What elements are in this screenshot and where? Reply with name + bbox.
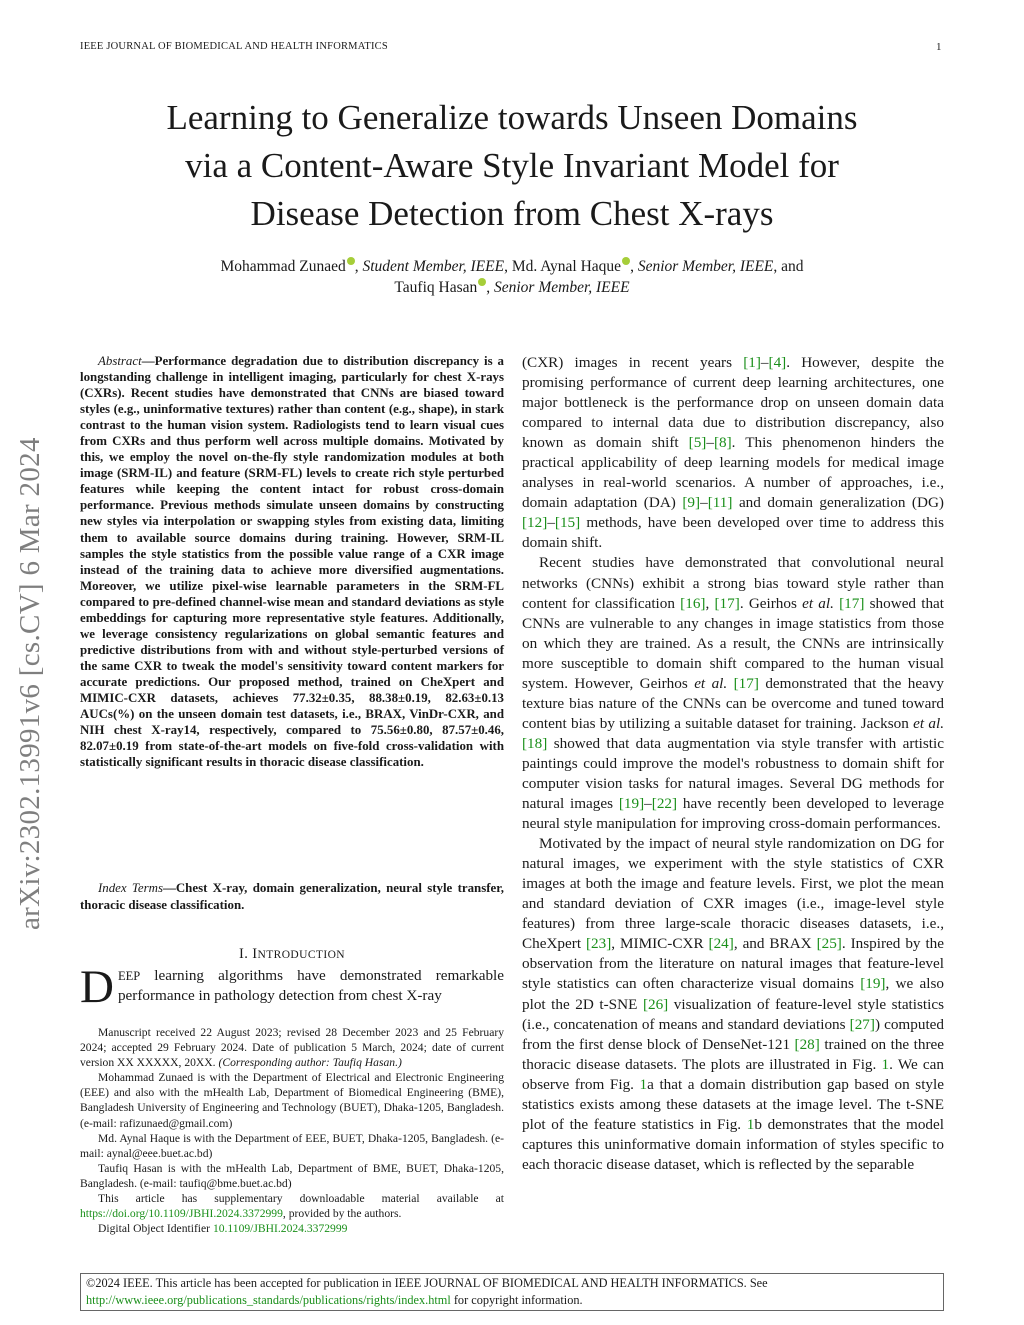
index-terms [80, 880, 504, 913]
intro-paragraph: DEEP learning algorithms have demonstrated remarkable performance in pathology detection from chest X-ray [80, 961, 504, 1013]
right-column-text [522, 353, 944, 1175]
citation-link[interactable]: [11] [707, 494, 733, 512]
citation-link[interactable]: [24] [708, 935, 734, 953]
section-heading: I. INTRODUCTION [239, 946, 345, 962]
arxiv-stamp: arXiv:2302.13991v6 [cs.CV] 6 Mar 2024 [14, 437, 46, 930]
footnote: Md. Aynal Haque is with the Department of EEE, BUET, Dhaka-1205, Bangladesh. (e-mail: aynal@eee.buet.ac.bd) [80, 1131, 504, 1160]
copyright-notice: ©2024 IEEE. This article has been accepted for publication in IEEE JOURNAL OF BIOMEDICAL AND HEALTH INFORMATICS. See http://www.ieee.org/publications_standards/publications/rights/index.html for copyright information. [80, 1273, 944, 1311]
author-and: and [781, 258, 804, 275]
footnote: Manuscript received 22 August 2023; revised 28 December 2023 and 25 February 2024; accepted 29 February 2024. Date of publication 5 March, 2024; date of current version XX XXXXX, 20XX. (Corresponding author: Taufiq Hasan.) [80, 1026, 504, 1070]
author-role: Student Member, IEEE [362, 258, 505, 275]
doi-link[interactable]: 10.1109/JBHI.2024.3372999 [212, 1222, 348, 1236]
abstract-label: Abstract [98, 354, 142, 368]
author-role: Senior Member, IEEE [494, 279, 630, 296]
orcid-icon[interactable] [347, 257, 355, 265]
abstract [80, 353, 504, 770]
author-name: Taufiq Hasan [394, 279, 478, 296]
footnote: Taufiq Hasan is with the mHealth Lab, Department of BME, BUET, Dhaka-1205, Bangladesh. (e-mail: taufiq@bme.buet.ac.bd) [80, 1161, 504, 1190]
title-line: via a Content-Aware Style Invariant Model for [185, 146, 839, 185]
citation-link[interactable]: [16] [680, 594, 706, 612]
citation-link[interactable]: [8] [713, 434, 732, 452]
page-number: 1 [936, 41, 942, 53]
citation-link[interactable]: [12] [522, 514, 548, 532]
body-paragraph: (CXR) images in recent years [1]–[4]. However, despite the promising performance of current deep learning architectures, one major bottleneck is the performance drop on unseen domain data compared to internal data due to distribution discrepancy, also known as domain shift [5]–[8]. This phenomenon hinders the practical applicability of deep learning models for medical image analyses in real-world scenarios. A number of approaches, i.e., domain adaptation (DA) [9]–[11] and domain generalization (DG) [12]–[15] methods, have been developed over time to address this domain shift. [522, 354, 944, 552]
paper-title [60, 94, 964, 238]
citation-link[interactable]: [18] [522, 734, 548, 752]
citation-link[interactable]: [17] [733, 674, 759, 692]
copyright-link[interactable]: http://www.ieee.org/publications_standards/publications/rights/index.html [86, 1293, 451, 1307]
title-line: Disease Detection from Chest X-rays [250, 194, 774, 233]
citation-link[interactable]: [19] [860, 975, 886, 993]
orcid-icon[interactable] [478, 278, 486, 286]
citation-link[interactable]: [26] [642, 995, 669, 1013]
citation-link[interactable]: [19] [618, 795, 645, 813]
footnote: Digital Object Identifier 10.1109/JBHI.2024.3372999 [98, 1222, 348, 1236]
author-list: Mohammad Zunaed , Student Member, IEEE, Md. Aynal Haque , Senior Member, IEEE, and Taufiq Hasan , Senior Member, IEEE [220, 258, 804, 296]
body-paragraph: Recent studies have demonstrated that convolutional neural networks (CNNs) exhibit a strong bias toward style rather than content for classification [16], [17]. Geirhos et al. [17] showed that CNNs are vulnerable to any changes in image statistics from those on which they are trained. As a result, the CNNs are intrinsically more susceptible to domain shift compared to the human visual system. However, Geirhos et al. [17] demonstrated that the heavy texture bias nature of the CNNs can be overcome and tuned toward content bias by utilizing a suitable dataset for training. Jackson et al. [18] showed that data augmentation via style transfer with artistic paintings could improve the model's robustness to domain shift for computer vision tasks for natural images. Several DG methods for natural images [19]–[22] have recently been developed to leverage neural style manipulation for improving cross-domain performances. [522, 554, 945, 833]
orcid-icon[interactable] [622, 257, 630, 265]
supplementary-link[interactable]: https://doi.org/10.1109/JBHI.2024.3372999 [80, 1207, 283, 1221]
citation-link[interactable]: [9] [682, 494, 701, 512]
citation-link[interactable]: [25] [816, 935, 842, 953]
author-name: Md. Aynal Haque [511, 258, 622, 275]
citation-link[interactable]: [4] [768, 354, 787, 371]
footnotes [80, 1025, 504, 1236]
index-terms-text: —Chest X-ray, domain generalization, neural style transfer, thoracic disease classification. [80, 881, 504, 912]
citation-link[interactable]: [22] [651, 795, 678, 813]
citation-link[interactable]: [27] [849, 1015, 875, 1033]
author-role: Senior Member, IEEE [637, 258, 774, 275]
citation-link[interactable]: [17] [839, 594, 865, 612]
abstract-text: —Performance degradation due to distribution discrepancy is a longstanding challenge in intelligent imaging, particularly for chest X-rays (CXRs). Recent studies have demonstrated that CNNs are biased toward styles (e.g., uninformative textures) rather than content (e.g., shape), in stark contrast to the human vision system. Radiologists tend to learn visual cues from CXRs and thus perform well across multiple domains. Motivated by this, we employ the novel on-the-fly style randomization modules at both image (SRM-IL) and feature (SRM-FL) levels to create rich style perturbed features while keeping the content intact for robust cross-domain performance. Previous methods simulate unseen domains by constructing new styles via interpolation or swapping styles from existing data, limiting them to available source domains during training. However, SRM-IL samples the style statistics from the possible value range of a CXR image instead of the training data to achieve more diversified augmentations. Moreover, we utilize pixel-wise learnable parameters in the SRM-FL compared to pre-defined channel-wise mean and standard deviations as style embeddings for capturing more representative style features. Additionally, we leverage consistency regularizations on global semantic features and predictive distributions from with and without style-perturbed versions of the same CXR to tweak the model's sensitivity toward content markers for accurate predictions. Our proposed method, trained on CheXpert and MIMIC-CXR datasets, achieves 77.32±0.35, 88.38±0.19, 82.63±0.13 AUCs(%) on the unseen domain test datasets, i.e., BRAX, VinDr-CXR, and NIH chest X-ray14, respectively, compared to 75.56±0.80, 87.57±0.46, 82.07±0.19 from state-of-the-art models on five-fold cross-validation with statistically significant results in thoracic disease classification. [80, 354, 504, 770]
running-header: IEEE JOURNAL OF BIOMEDICAL AND HEALTH INFORMATICS [80, 41, 388, 52]
citation-link[interactable]: [23] [585, 935, 612, 953]
footnote: Mohammad Zunaed is with the Department of Electrical and Electronic Engineering (EEE) and also with the mHealth Lab, Department of Biomedical Engineering (BME), Bangladesh University of Engineering and Technology (BUET), Dhaka-1205, Bangladesh. (e-mail: rafizunaed@gmail.com) [80, 1071, 504, 1130]
footnote: This article has supplementary downloadable material available at https://doi.org/10.1109/JBHI.2024.3372999, provided by the authors. [80, 1192, 504, 1221]
author-name: Mohammad Zunaed [220, 258, 346, 275]
citation-link[interactable]: [5] [688, 434, 707, 452]
citation-link[interactable]: [28] [794, 1035, 820, 1053]
citation-link[interactable]: [15] [554, 514, 581, 532]
figure-link[interactable]: 1 [881, 1055, 890, 1073]
citation-link[interactable]: [17] [714, 594, 740, 612]
figure-link[interactable]: 1 [639, 1075, 648, 1093]
drop-cap: D [80, 961, 114, 1013]
citation-link[interactable]: [1] [743, 354, 761, 371]
body-paragraph: Motivated by the impact of neural style randomization on DG for natural images, we experiment with the style statistics of CXR images at both the image and feature levels. First, we plot the mean and standard deviation of CXR images (i.e., image-level style features) from three large-scale thoracic diseases datasets, i.e., CheXpert [23], MIMIC-CXR [24], and BRAX [25]. Inspired by the observation from the literature on natural images that feature-level style statistics can often characterize visual domains [19], we also plot the 2D t-SNE [26] visualization of feature-level style statistics (i.e., concatenation of means and standard deviations [27]) computed from the first dense block of DenseNet-121 [28] trained on the three thoracic disease datasets. The plots are illustrated in Fig. 1. We can observe from Fig. 1a that a domain distribution gap based on style statistics exists among these datasets at the image level. The t-SNE plot of the feature statistics in Fig. 1b demonstrates that the model captures this uninformative domain information of styles specific to each thoracic disease dataset, which is reflected by the separable [522, 835, 944, 1173]
index-terms-label: Index Terms [98, 881, 163, 895]
figure-link[interactable]: 1 [746, 1115, 755, 1133]
title-line: Learning to Generalize towards Unseen Domains [166, 98, 858, 137]
